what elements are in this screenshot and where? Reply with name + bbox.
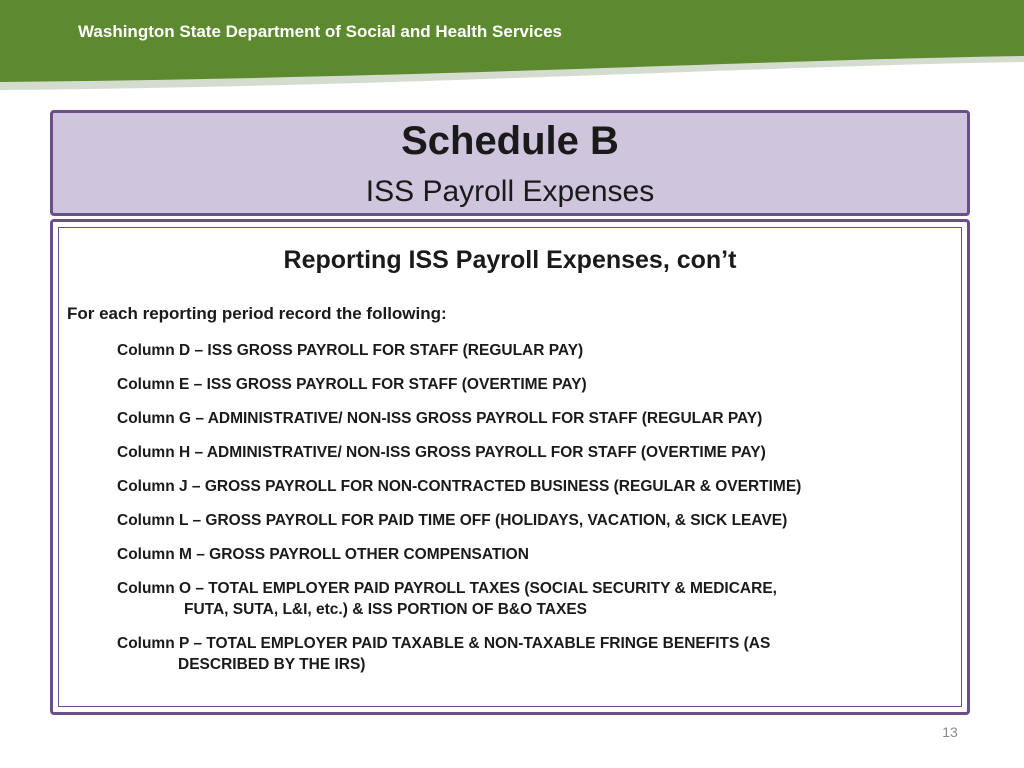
slide-subtitle: ISS Payroll Expenses (365, 175, 655, 208)
org-name: Washington State Department of Social and Health Services (78, 22, 562, 41)
list-item-text: Column D – ISS GROSS PAYROLL FOR STAFF (REGULAR PAY) (117, 342, 584, 359)
intro-text: For each reporting period record the following: (67, 304, 447, 323)
list-item-text: Column P – TOTAL EMPLOYER PAID TAXABLE & NON-TAXABLE FRINGE BENEFITS (AS (117, 635, 771, 652)
list-item-text: Column G – ADMINISTRATIVE/ NON-ISS GROSS PAYROLL FOR STAFF (REGULAR PAY) (117, 410, 763, 427)
slide-title: Schedule B (401, 119, 619, 163)
list-item-text: Column H – ADMINISTRATIVE/ NON-ISS GROSS PAYROLL FOR STAFF (OVERTIME PAY) (117, 444, 766, 461)
list-item-text: Column O – TOTAL EMPLOYER PAID PAYROLL TAXES (SOCIAL SECURITY & MEDICARE, (117, 580, 777, 597)
list-item (117, 578, 957, 620)
list-item (117, 633, 957, 675)
banner-swoosh (0, 0, 1024, 95)
content-box (50, 219, 970, 715)
list-item-text: Column M – GROSS PAYROLL OTHER COMPENSATION (117, 546, 529, 563)
list-item (117, 510, 957, 531)
page-number: 13 (942, 724, 958, 740)
column-list (117, 340, 957, 688)
list-item (117, 408, 957, 429)
list-item (117, 374, 957, 395)
list-item-text: Column J – GROSS PAYROLL FOR NON-CONTRACTED BUSINESS (REGULAR & OVERTIME) (117, 478, 802, 495)
list-item (117, 476, 957, 497)
list-item-continuation: DESCRIBED BY THE IRS) (178, 656, 366, 673)
list-item-continuation: FUTA, SUTA, L&I, etc.) & ISS PORTION OF B&O TAXES (184, 601, 588, 618)
list-item (117, 544, 957, 565)
list-item (117, 442, 957, 463)
section-heading: Reporting ISS Payroll Expenses, con’t (283, 246, 737, 274)
list-item-text: Column E – ISS GROSS PAYROLL FOR STAFF (OVERTIME PAY) (117, 376, 587, 393)
list-item-text: Column L – GROSS PAYROLL FOR PAID TIME OFF (HOLIDAYS, VACATION, & SICK LEAVE) (117, 512, 788, 529)
content-inner-frame (58, 227, 962, 707)
list-item (117, 340, 957, 361)
title-box (50, 110, 970, 216)
header-banner (0, 0, 1024, 95)
